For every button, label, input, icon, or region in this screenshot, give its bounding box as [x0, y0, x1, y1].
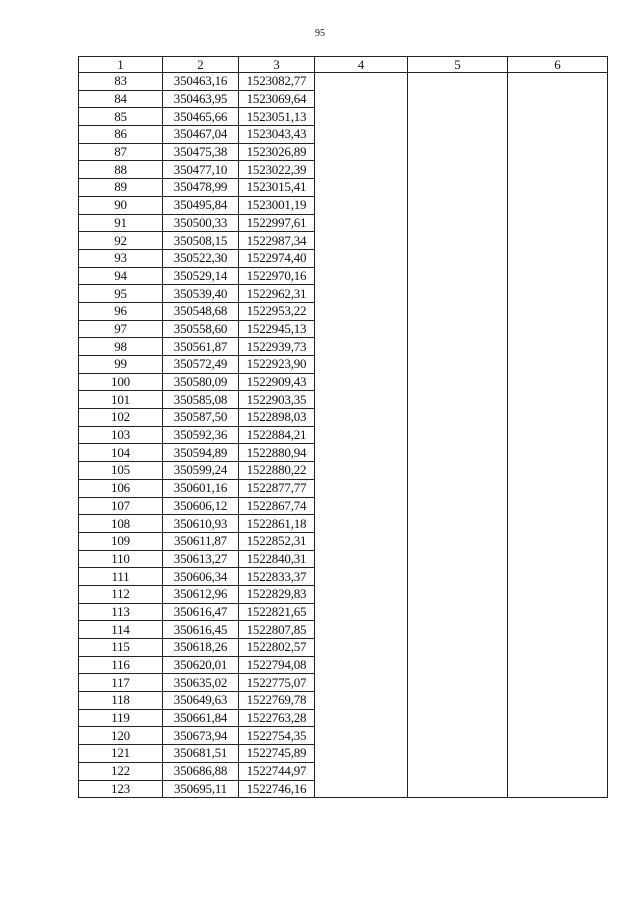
empty-cell-col-6 — [508, 320, 608, 338]
x-coordinate-cell: 350635,02 — [163, 674, 239, 692]
empty-cell-col-6 — [508, 391, 608, 409]
point-number-cell: 101 — [79, 391, 163, 409]
x-coordinate-cell: 350467,04 — [163, 126, 239, 144]
point-number-cell: 123 — [79, 780, 163, 798]
point-number-cell: 110 — [79, 550, 163, 568]
x-coordinate-cell: 350612,96 — [163, 585, 239, 603]
empty-cell-col-6 — [508, 73, 608, 91]
empty-cell-col-5 — [408, 762, 508, 780]
empty-cell-col-4 — [315, 656, 408, 674]
table-row — [79, 302, 608, 320]
empty-cell-col-5 — [408, 267, 508, 285]
empty-cell-col-5 — [408, 780, 508, 798]
point-number-cell: 92 — [79, 232, 163, 250]
empty-cell-col-4 — [315, 232, 408, 250]
table-row — [79, 391, 608, 409]
empty-cell-col-4 — [315, 497, 408, 515]
x-coordinate-cell: 350495,84 — [163, 196, 239, 214]
point-number-cell: 88 — [79, 161, 163, 179]
x-coordinate-cell: 350594,89 — [163, 444, 239, 462]
y-coordinate-cell: 1522877,77 — [239, 479, 315, 497]
y-coordinate-cell: 1522880,94 — [239, 444, 315, 462]
y-coordinate-cell: 1522754,35 — [239, 727, 315, 745]
empty-cell-col-5 — [408, 585, 508, 603]
y-coordinate-cell: 1522945,13 — [239, 320, 315, 338]
table-row — [79, 409, 608, 427]
empty-cell-col-5 — [408, 338, 508, 356]
y-coordinate-cell: 1522769,78 — [239, 692, 315, 710]
table-row — [79, 479, 608, 497]
point-number-cell: 117 — [79, 674, 163, 692]
y-coordinate-cell: 1522953,22 — [239, 302, 315, 320]
empty-cell-col-5 — [408, 692, 508, 710]
empty-cell-col-4 — [315, 249, 408, 267]
empty-cell-col-6 — [508, 356, 608, 374]
empty-cell-col-6 — [508, 285, 608, 303]
empty-cell-col-4 — [315, 409, 408, 427]
y-coordinate-cell: 1522923,90 — [239, 356, 315, 374]
empty-cell-col-6 — [508, 479, 608, 497]
empty-cell-col-6 — [508, 692, 608, 710]
empty-cell-col-4 — [315, 373, 408, 391]
point-number-cell: 95 — [79, 285, 163, 303]
x-coordinate-cell: 350558,60 — [163, 320, 239, 338]
empty-cell-col-4 — [315, 302, 408, 320]
empty-cell-col-5 — [408, 373, 508, 391]
empty-cell-col-6 — [508, 302, 608, 320]
empty-cell-col-6 — [508, 444, 608, 462]
empty-cell-col-4 — [315, 585, 408, 603]
point-number-cell: 111 — [79, 568, 163, 586]
point-number-cell: 89 — [79, 179, 163, 197]
empty-cell-col-4 — [315, 126, 408, 144]
header-col-2: 2 — [163, 57, 239, 73]
table-row — [79, 143, 608, 161]
y-coordinate-cell: 1522987,34 — [239, 232, 315, 250]
y-coordinate-cell: 1522746,16 — [239, 780, 315, 798]
y-coordinate-cell: 1522829,83 — [239, 585, 315, 603]
x-coordinate-cell: 350587,50 — [163, 409, 239, 427]
point-number-cell: 90 — [79, 196, 163, 214]
y-coordinate-cell: 1522880,22 — [239, 462, 315, 480]
empty-cell-col-4 — [315, 267, 408, 285]
y-coordinate-cell: 1522833,37 — [239, 568, 315, 586]
table-row — [79, 73, 608, 91]
empty-cell-col-5 — [408, 550, 508, 568]
point-number-cell: 116 — [79, 656, 163, 674]
empty-cell-col-6 — [508, 745, 608, 763]
y-coordinate-cell: 1522867,74 — [239, 497, 315, 515]
y-coordinate-cell: 1522775,07 — [239, 674, 315, 692]
y-coordinate-cell: 1523022,39 — [239, 161, 315, 179]
empty-cell-col-4 — [315, 143, 408, 161]
empty-cell-col-6 — [508, 196, 608, 214]
point-number-cell: 122 — [79, 762, 163, 780]
empty-cell-col-6 — [508, 603, 608, 621]
point-number-cell: 85 — [79, 108, 163, 126]
x-coordinate-cell: 350618,26 — [163, 639, 239, 657]
table-row — [79, 780, 608, 798]
empty-cell-col-6 — [508, 143, 608, 161]
table-row — [79, 709, 608, 727]
point-number-cell: 87 — [79, 143, 163, 161]
empty-cell-col-5 — [408, 302, 508, 320]
x-coordinate-cell: 350616,45 — [163, 621, 239, 639]
y-coordinate-cell: 1522909,43 — [239, 373, 315, 391]
y-coordinate-cell: 1523069,64 — [239, 90, 315, 108]
y-coordinate-cell: 1522807,85 — [239, 621, 315, 639]
table-row — [79, 462, 608, 480]
empty-cell-col-6 — [508, 126, 608, 144]
point-number-cell: 114 — [79, 621, 163, 639]
point-number-cell: 98 — [79, 338, 163, 356]
empty-cell-col-4 — [315, 444, 408, 462]
empty-cell-col-5 — [408, 409, 508, 427]
point-number-cell: 84 — [79, 90, 163, 108]
y-coordinate-cell: 1523043,43 — [239, 126, 315, 144]
table-row — [79, 745, 608, 763]
point-number-cell: 97 — [79, 320, 163, 338]
table-row — [79, 338, 608, 356]
empty-cell-col-6 — [508, 550, 608, 568]
empty-cell-col-4 — [315, 692, 408, 710]
empty-cell-col-6 — [508, 727, 608, 745]
point-number-cell: 113 — [79, 603, 163, 621]
x-coordinate-cell: 350463,16 — [163, 73, 239, 91]
empty-cell-col-4 — [315, 479, 408, 497]
empty-cell-col-6 — [508, 462, 608, 480]
table-header — [79, 57, 608, 73]
empty-cell-col-4 — [315, 639, 408, 657]
y-coordinate-cell: 1522903,35 — [239, 391, 315, 409]
x-coordinate-cell: 350620,01 — [163, 656, 239, 674]
empty-cell-col-5 — [408, 196, 508, 214]
x-coordinate-cell: 350695,11 — [163, 780, 239, 798]
empty-cell-col-5 — [408, 285, 508, 303]
empty-cell-col-6 — [508, 90, 608, 108]
empty-cell-col-6 — [508, 409, 608, 427]
x-coordinate-cell: 350585,08 — [163, 391, 239, 409]
table-row — [79, 285, 608, 303]
empty-cell-col-5 — [408, 745, 508, 763]
y-coordinate-cell: 1522802,57 — [239, 639, 315, 657]
empty-cell-col-4 — [315, 108, 408, 126]
table-row — [79, 603, 608, 621]
empty-cell-col-4 — [315, 515, 408, 533]
point-number-cell: 121 — [79, 745, 163, 763]
x-coordinate-cell: 350599,24 — [163, 462, 239, 480]
empty-cell-col-5 — [408, 126, 508, 144]
empty-cell-col-4 — [315, 532, 408, 550]
table-row — [79, 161, 608, 179]
empty-cell-col-5 — [408, 479, 508, 497]
empty-cell-col-5 — [408, 515, 508, 533]
table-row — [79, 267, 608, 285]
x-coordinate-cell: 350606,12 — [163, 497, 239, 515]
x-coordinate-cell: 350673,94 — [163, 727, 239, 745]
x-coordinate-cell: 350610,93 — [163, 515, 239, 533]
empty-cell-col-6 — [508, 709, 608, 727]
table-row — [79, 108, 608, 126]
table-row — [79, 674, 608, 692]
point-number-cell: 119 — [79, 709, 163, 727]
table-row — [79, 373, 608, 391]
empty-cell-col-4 — [315, 338, 408, 356]
table-row — [79, 196, 608, 214]
table-row — [79, 639, 608, 657]
y-coordinate-cell: 1522898,03 — [239, 409, 315, 427]
table-row — [79, 444, 608, 462]
x-coordinate-cell: 350592,36 — [163, 426, 239, 444]
empty-cell-col-4 — [315, 426, 408, 444]
empty-cell-col-6 — [508, 214, 608, 232]
empty-cell-col-5 — [408, 249, 508, 267]
table-row — [79, 568, 608, 586]
point-number-cell: 100 — [79, 373, 163, 391]
point-number-cell: 91 — [79, 214, 163, 232]
y-coordinate-cell: 1522962,31 — [239, 285, 315, 303]
table-row — [79, 727, 608, 745]
header-col-4: 4 — [315, 57, 408, 73]
point-number-cell: 103 — [79, 426, 163, 444]
empty-cell-col-6 — [508, 497, 608, 515]
empty-cell-col-6 — [508, 780, 608, 798]
header-col-5: 5 — [408, 57, 508, 73]
y-coordinate-cell: 1522861,18 — [239, 515, 315, 533]
empty-cell-col-5 — [408, 143, 508, 161]
empty-cell-col-5 — [408, 214, 508, 232]
empty-cell-col-4 — [315, 727, 408, 745]
empty-cell-col-4 — [315, 356, 408, 374]
point-number-cell: 115 — [79, 639, 163, 657]
y-coordinate-cell: 1523015,41 — [239, 179, 315, 197]
table-row — [79, 550, 608, 568]
y-coordinate-cell: 1522852,31 — [239, 532, 315, 550]
empty-cell-col-4 — [315, 161, 408, 179]
x-coordinate-cell: 350475,38 — [163, 143, 239, 161]
empty-cell-col-6 — [508, 373, 608, 391]
x-coordinate-cell: 350529,14 — [163, 267, 239, 285]
y-coordinate-cell: 1523051,13 — [239, 108, 315, 126]
point-number-cell: 118 — [79, 692, 163, 710]
x-coordinate-cell: 350601,16 — [163, 479, 239, 497]
y-coordinate-cell: 1522974,40 — [239, 249, 315, 267]
empty-cell-col-5 — [408, 108, 508, 126]
table-row — [79, 585, 608, 603]
x-coordinate-cell: 350463,95 — [163, 90, 239, 108]
empty-cell-col-5 — [408, 727, 508, 745]
empty-cell-col-4 — [315, 391, 408, 409]
empty-cell-col-4 — [315, 214, 408, 232]
page-number: 95 — [315, 28, 325, 39]
empty-cell-col-4 — [315, 196, 408, 214]
empty-cell-col-5 — [408, 674, 508, 692]
header-col-6: 6 — [508, 57, 608, 73]
x-coordinate-cell: 350661,84 — [163, 709, 239, 727]
x-coordinate-cell: 350649,63 — [163, 692, 239, 710]
point-number-cell: 107 — [79, 497, 163, 515]
x-coordinate-cell: 350478,99 — [163, 179, 239, 197]
empty-cell-col-5 — [408, 73, 508, 91]
point-number-cell: 106 — [79, 479, 163, 497]
x-coordinate-cell: 350561,87 — [163, 338, 239, 356]
empty-cell-col-4 — [315, 90, 408, 108]
x-coordinate-cell: 350500,33 — [163, 214, 239, 232]
table-row — [79, 762, 608, 780]
point-number-cell: 94 — [79, 267, 163, 285]
empty-cell-col-5 — [408, 462, 508, 480]
table-row — [79, 515, 608, 533]
table-row — [79, 356, 608, 374]
x-coordinate-cell: 350548,68 — [163, 302, 239, 320]
point-number-cell: 120 — [79, 727, 163, 745]
empty-cell-col-5 — [408, 621, 508, 639]
point-number-cell: 86 — [79, 126, 163, 144]
empty-cell-col-4 — [315, 462, 408, 480]
coordinates-table — [78, 56, 608, 798]
empty-cell-col-4 — [315, 709, 408, 727]
empty-cell-col-6 — [508, 762, 608, 780]
empty-cell-col-6 — [508, 338, 608, 356]
y-coordinate-cell: 1522939,73 — [239, 338, 315, 356]
table-row — [79, 214, 608, 232]
empty-cell-col-5 — [408, 568, 508, 586]
empty-cell-col-4 — [315, 780, 408, 798]
y-coordinate-cell: 1522763,28 — [239, 709, 315, 727]
y-coordinate-cell: 1522794,08 — [239, 656, 315, 674]
x-coordinate-cell: 350522,30 — [163, 249, 239, 267]
x-coordinate-cell: 350539,40 — [163, 285, 239, 303]
empty-cell-col-5 — [408, 320, 508, 338]
empty-cell-col-6 — [508, 515, 608, 533]
empty-cell-col-4 — [315, 285, 408, 303]
empty-cell-col-6 — [508, 232, 608, 250]
point-number-cell: 109 — [79, 532, 163, 550]
empty-cell-col-5 — [408, 497, 508, 515]
y-coordinate-cell: 1522745,89 — [239, 745, 315, 763]
empty-cell-col-6 — [508, 161, 608, 179]
empty-cell-col-6 — [508, 179, 608, 197]
table-body — [79, 73, 608, 798]
empty-cell-col-6 — [508, 568, 608, 586]
empty-cell-col-4 — [315, 550, 408, 568]
empty-cell-col-4 — [315, 568, 408, 586]
empty-cell-col-6 — [508, 532, 608, 550]
table-row — [79, 179, 608, 197]
empty-cell-col-5 — [408, 532, 508, 550]
x-coordinate-cell: 350611,87 — [163, 532, 239, 550]
y-coordinate-cell: 1523026,89 — [239, 143, 315, 161]
point-number-cell: 105 — [79, 462, 163, 480]
x-coordinate-cell: 350613,27 — [163, 550, 239, 568]
empty-cell-col-5 — [408, 356, 508, 374]
x-coordinate-cell: 350572,49 — [163, 356, 239, 374]
table-row — [79, 497, 608, 515]
y-coordinate-cell: 1522997,61 — [239, 214, 315, 232]
point-number-cell: 102 — [79, 409, 163, 427]
point-number-cell: 99 — [79, 356, 163, 374]
point-number-cell: 96 — [79, 302, 163, 320]
empty-cell-col-6 — [508, 621, 608, 639]
empty-cell-col-5 — [408, 161, 508, 179]
empty-cell-col-4 — [315, 674, 408, 692]
y-coordinate-cell: 1522970,16 — [239, 267, 315, 285]
x-coordinate-cell: 350508,15 — [163, 232, 239, 250]
empty-cell-col-5 — [408, 426, 508, 444]
table-row — [79, 90, 608, 108]
x-coordinate-cell: 350681,51 — [163, 745, 239, 763]
empty-cell-col-5 — [408, 179, 508, 197]
empty-cell-col-4 — [315, 621, 408, 639]
empty-cell-col-4 — [315, 179, 408, 197]
empty-cell-col-5 — [408, 90, 508, 108]
point-number-cell: 93 — [79, 249, 163, 267]
x-coordinate-cell: 350477,10 — [163, 161, 239, 179]
header-col-3: 3 — [239, 57, 315, 73]
y-coordinate-cell: 1522884,21 — [239, 426, 315, 444]
table-row — [79, 126, 608, 144]
header-col-1: 1 — [79, 57, 163, 73]
empty-cell-col-5 — [408, 391, 508, 409]
empty-cell-col-6 — [508, 656, 608, 674]
y-coordinate-cell: 1522821,65 — [239, 603, 315, 621]
x-coordinate-cell: 350616,47 — [163, 603, 239, 621]
empty-cell-col-5 — [408, 709, 508, 727]
x-coordinate-cell: 350606,34 — [163, 568, 239, 586]
empty-cell-col-5 — [408, 232, 508, 250]
table-row — [79, 249, 608, 267]
y-coordinate-cell: 1522744,97 — [239, 762, 315, 780]
x-coordinate-cell: 350465,66 — [163, 108, 239, 126]
table-row — [79, 320, 608, 338]
header-row — [79, 57, 608, 73]
empty-cell-col-4 — [315, 73, 408, 91]
table-row — [79, 692, 608, 710]
empty-cell-col-6 — [508, 249, 608, 267]
table-row — [79, 656, 608, 674]
empty-cell-col-5 — [408, 444, 508, 462]
empty-cell-col-4 — [315, 745, 408, 763]
x-coordinate-cell: 350580,09 — [163, 373, 239, 391]
x-coordinate-cell: 350686,88 — [163, 762, 239, 780]
empty-cell-col-6 — [508, 585, 608, 603]
table-row — [79, 426, 608, 444]
empty-cell-col-4 — [315, 762, 408, 780]
table-row — [79, 232, 608, 250]
empty-cell-col-4 — [315, 320, 408, 338]
y-coordinate-cell: 1523001,19 — [239, 196, 315, 214]
table-row — [79, 621, 608, 639]
table-row — [79, 532, 608, 550]
empty-cell-col-5 — [408, 656, 508, 674]
y-coordinate-cell: 1523082,77 — [239, 73, 315, 91]
point-number-cell: 104 — [79, 444, 163, 462]
empty-cell-col-6 — [508, 639, 608, 657]
point-number-cell: 112 — [79, 585, 163, 603]
empty-cell-col-6 — [508, 267, 608, 285]
point-number-cell: 108 — [79, 515, 163, 533]
empty-cell-col-5 — [408, 603, 508, 621]
empty-cell-col-5 — [408, 639, 508, 657]
point-number-cell: 83 — [79, 73, 163, 91]
y-coordinate-cell: 1522840,31 — [239, 550, 315, 568]
empty-cell-col-6 — [508, 426, 608, 444]
empty-cell-col-4 — [315, 603, 408, 621]
empty-cell-col-6 — [508, 674, 608, 692]
empty-cell-col-6 — [508, 108, 608, 126]
